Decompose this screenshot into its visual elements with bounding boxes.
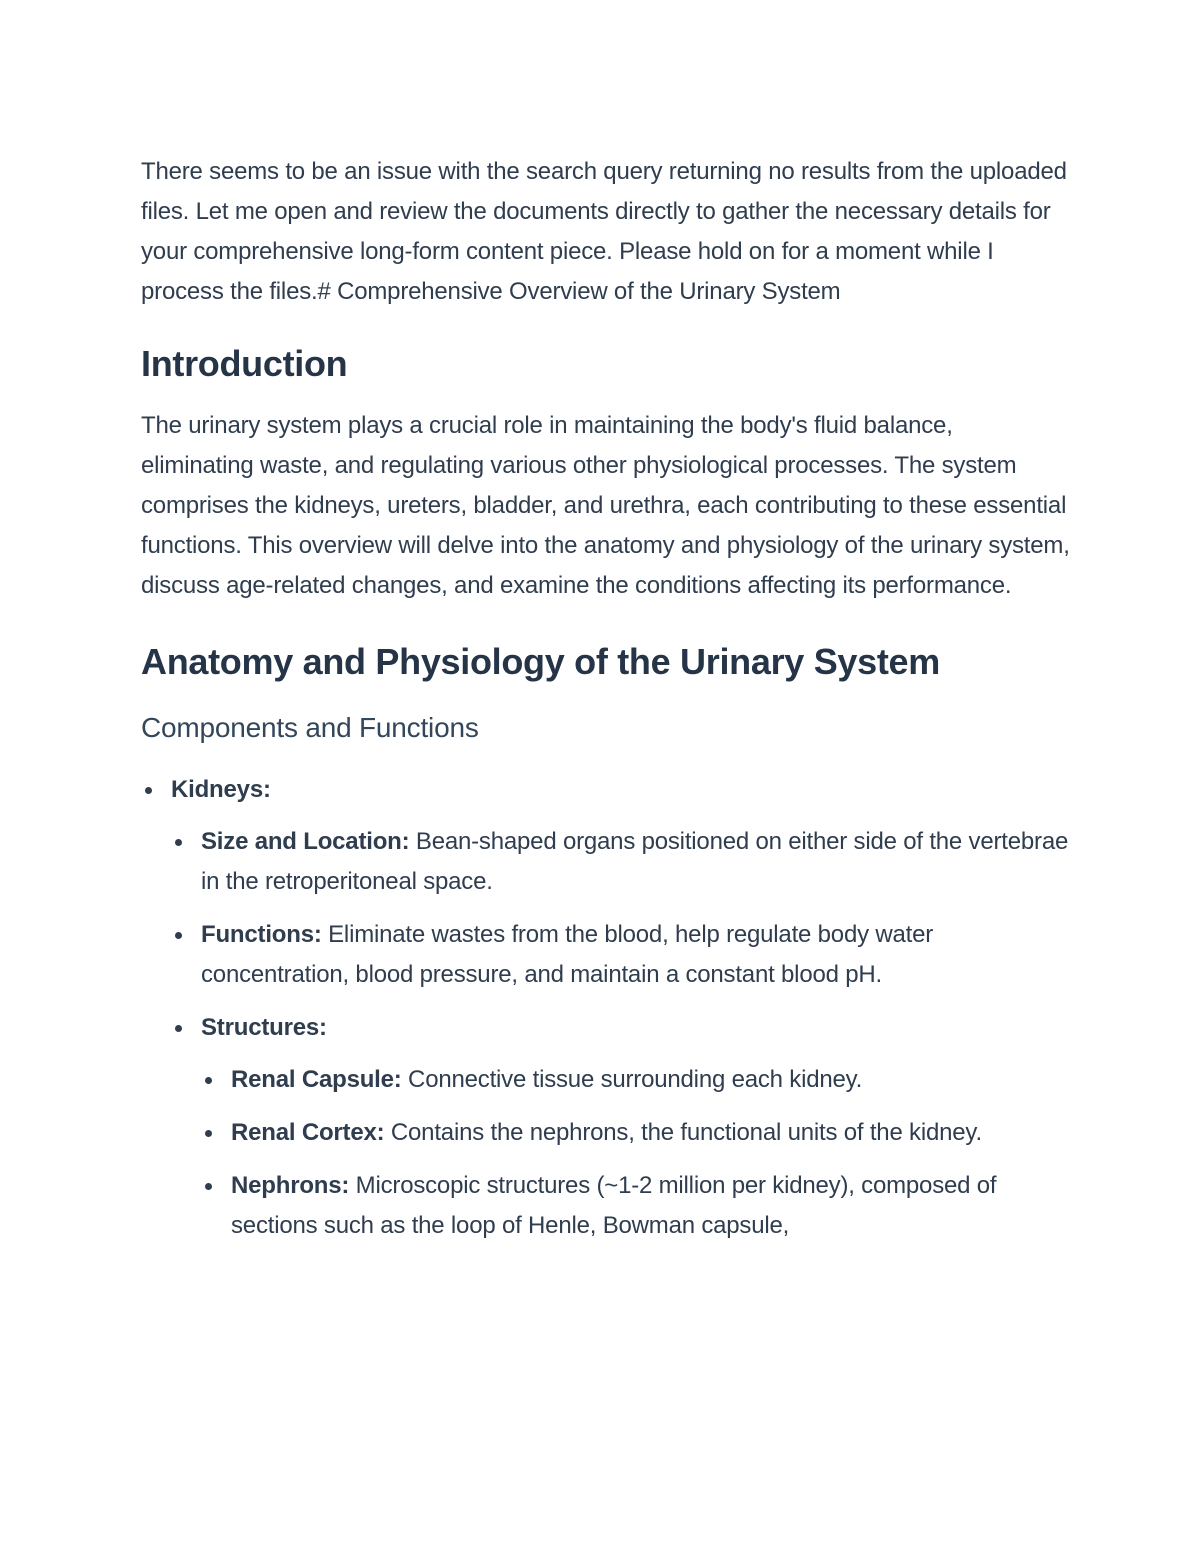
list-item-renal-capsule [201, 1060, 1071, 1100]
anatomy-heading: Anatomy and Physiology of the Urinary System [141, 641, 940, 682]
item-label: Renal Capsule: [231, 1066, 402, 1093]
list-item-kidneys [141, 770, 1071, 1246]
list-item-size-location [171, 822, 1071, 902]
bullet-icon [175, 1025, 182, 1032]
bullet-icon [175, 839, 182, 846]
components-subheading: Components and Functions [141, 712, 479, 743]
item-label: Renal Cortex: [231, 1119, 385, 1146]
introduction-body: The urinary system plays a crucial role in maintaining the body's fluid balance, eliminating waste, and regulating various other physiological processes. The system comprises the kidneys, ureters, bladder, and urethra, each contributing to these essential functions. This overview will delve into the anatomy and physiology of the urinary system, discuss age-related changes, and examine the conditions affecting its performance. [141, 412, 1070, 599]
item-label: Size and Location: [201, 828, 410, 855]
list-item-nephrons [201, 1166, 1071, 1246]
item-text: Eliminate wastes from the blood, help regulate body water concentration, blood pressure, and maintain a constant blood pH. [201, 921, 934, 988]
list-item-functions [171, 915, 1071, 995]
list-item-renal-cortex [201, 1113, 1071, 1153]
item-text: Microscopic structures (~1-2 million per kidney), composed of sections such as the loop of Henle, Bowman capsule, [231, 1172, 997, 1239]
kidneys-sublist [171, 822, 1071, 1246]
item-text: Connective tissue surrounding each kidney. [401, 1066, 863, 1093]
item-label: Functions: [201, 921, 322, 948]
bullet-icon [145, 787, 152, 794]
list-item-structures [171, 1008, 1071, 1246]
item-text: Contains the nephrons, the functional units of the kidney. [384, 1119, 982, 1146]
intro-paragraph: There seems to be an issue with the search query returning no results from the uploaded files. Let me open and review the documents directly to gather the necessary details for your comprehensive long-form content piece. Please hold on for a moment while I process the files.# Comprehensive Overview of the Urinary System [141, 158, 1067, 305]
bullet-icon [205, 1130, 212, 1137]
structures-sublist [201, 1060, 1071, 1246]
introduction-heading: Introduction [141, 343, 348, 384]
item-text: Bean-shaped organs positioned on either side of the vertebrae in the retroperitoneal space. [201, 828, 1069, 895]
item-label: Nephrons: [231, 1172, 350, 1199]
bullet-icon [205, 1183, 212, 1190]
item-label: Structures: [201, 1014, 327, 1041]
bullet-icon [205, 1077, 212, 1084]
document-page [141, 152, 1071, 1259]
components-list [141, 770, 1071, 1246]
bullet-icon [175, 932, 182, 939]
kidneys-label: Kidneys: [171, 776, 271, 803]
